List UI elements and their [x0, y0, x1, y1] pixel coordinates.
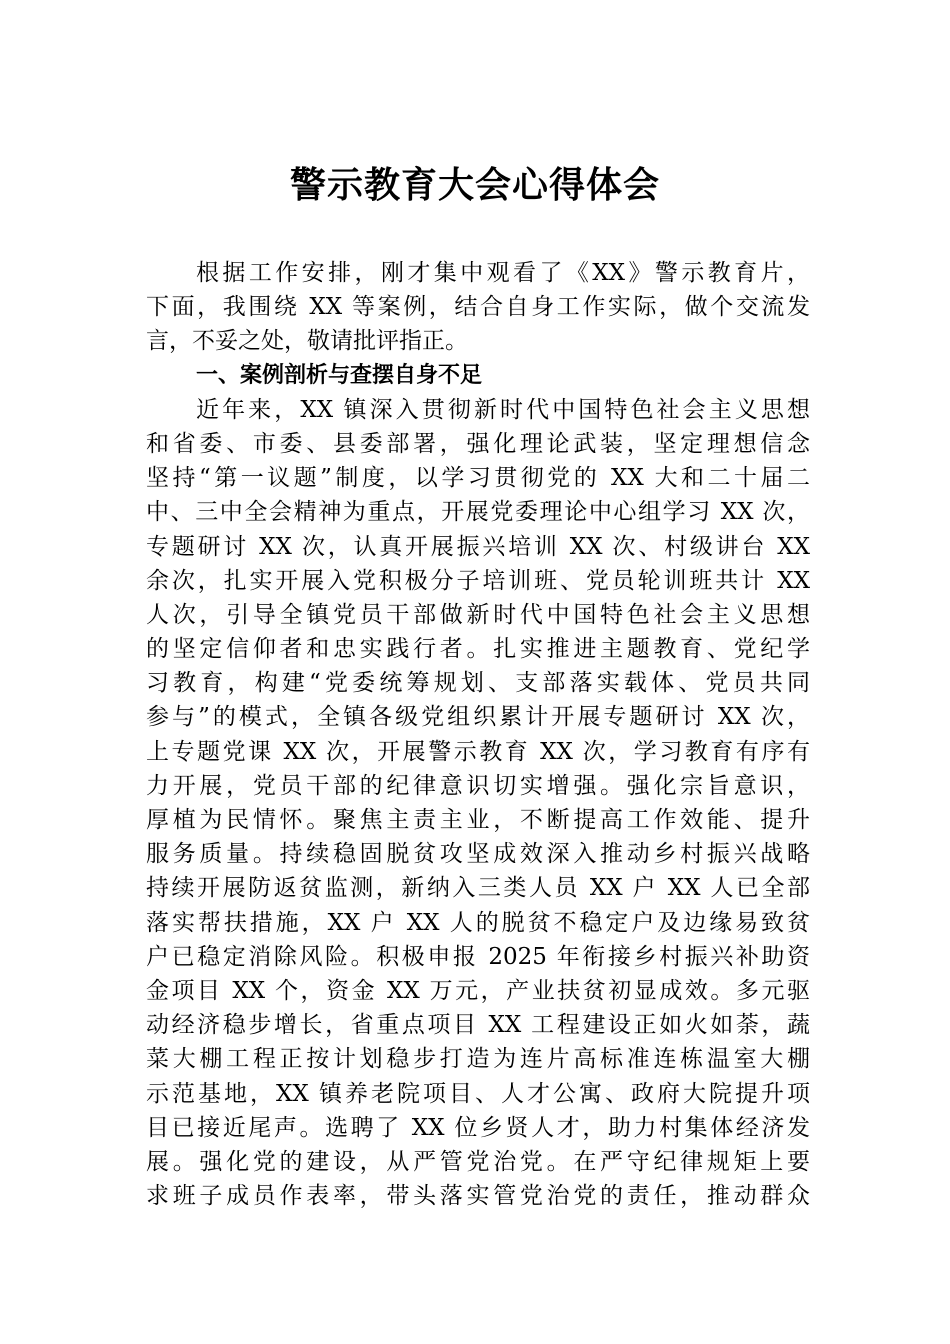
paragraph-line: 中、三中全会精神为重点，开展党委理论中心组学习 XX 次，: [146, 499, 810, 526]
section-heading: 一、案例剖析与查摆自身不足: [196, 362, 483, 388]
paragraph-line: 的坚定信仰者和忠实践行者。扎实推进主题教育、党纪学: [146, 636, 810, 663]
paragraph-line: 余次，扎实开展入党积极分子培训班、党员轮训班共计 XX: [146, 567, 810, 594]
paragraph-line: 和省委、市委、县委部署，强化理论武装，坚定理想信念: [146, 430, 810, 457]
paragraph-line: 习教育，构建“党委统筹规划、支部落实载体、党员共同: [146, 670, 810, 697]
paragraph-line: 近年来，XX 镇深入贯彻新时代中国特色社会主义思想: [196, 396, 810, 423]
paragraph-line: 落实帮扶措施，XX 户 XX 人的脱贫不稳定户及边缘易致贫: [146, 909, 810, 936]
intro-line: 根据工作安排，刚才集中观看了《XX》警示教育片，: [196, 260, 810, 286]
document-body: [146, 256, 810, 1213]
paragraph-line: 厚植为民情怀。聚焦主责主业，不断提高工作效能、提升: [146, 807, 810, 833]
paragraph-line: 持续开展防返贫监测，新纳入三类人员 XX 户 XX 人已全部: [146, 875, 810, 902]
paragraph-line: 菜大棚工程正按计划稳步打造为连片高标准连栋温室大棚: [146, 1046, 810, 1073]
paragraph-line: 展。强化党的建设，从严管党治党。在严守纪律规矩上要: [146, 1148, 810, 1175]
paragraph-line: 金项目 XX 个，资金 XX 万元，产业扶贫初显成效。多元驱: [146, 977, 810, 1004]
paragraph-line: 人次，引导全镇党员干部做新时代中国特色社会主义思想: [146, 601, 810, 628]
paragraph-line: 专题研讨 XX 次，认真开展振兴培训 XX 次、村级讲台 XX: [146, 533, 810, 560]
paragraph-line: 目已接近尾声。选聘了 XX 位乡贤人才，助力村集体经济发: [146, 1114, 810, 1141]
paragraph-line: 参与”的模式，全镇各级党组织累计开展专题研讨 XX 次，: [146, 704, 810, 731]
intro-line: 下面，我围绕 XX 等案例，结合自身工作实际，做个交流发: [146, 294, 810, 321]
paragraph-line: 示范基地，XX 镇养老院项目、人才公寓、政府大院提升项: [146, 1080, 810, 1107]
paragraph-line: 服务质量。持续稳固脱贫攻坚成效深入推动乡村振兴战略: [146, 841, 810, 868]
paragraph-line: 户已稳定消除风险。积极申报 2025 年衔接乡村振兴补助资: [146, 943, 810, 970]
paragraph-line: 求班子成员作表率，带头落实管党治党的责任，推动群众: [146, 1183, 810, 1210]
paragraph-line: 动经济稳步增长，省重点项目 XX 工程建设正如火如荼，蔬: [146, 1012, 810, 1039]
document-title: 警示教育大会心得体会: [289, 164, 660, 206]
paragraph-line: 坚持“第一议题”制度，以学习贯彻党的 XX 大和二十届二: [146, 465, 810, 492]
intro-line: 言，不妥之处，敬请批评指正。: [146, 328, 468, 355]
paragraph-line: 上专题党课 XX 次，开展警示教育 XX 次，学习教育有序有: [146, 738, 810, 765]
paragraph-line: 力开展，党员干部的纪律意识切实增强。强化宗旨意识，: [146, 772, 810, 799]
